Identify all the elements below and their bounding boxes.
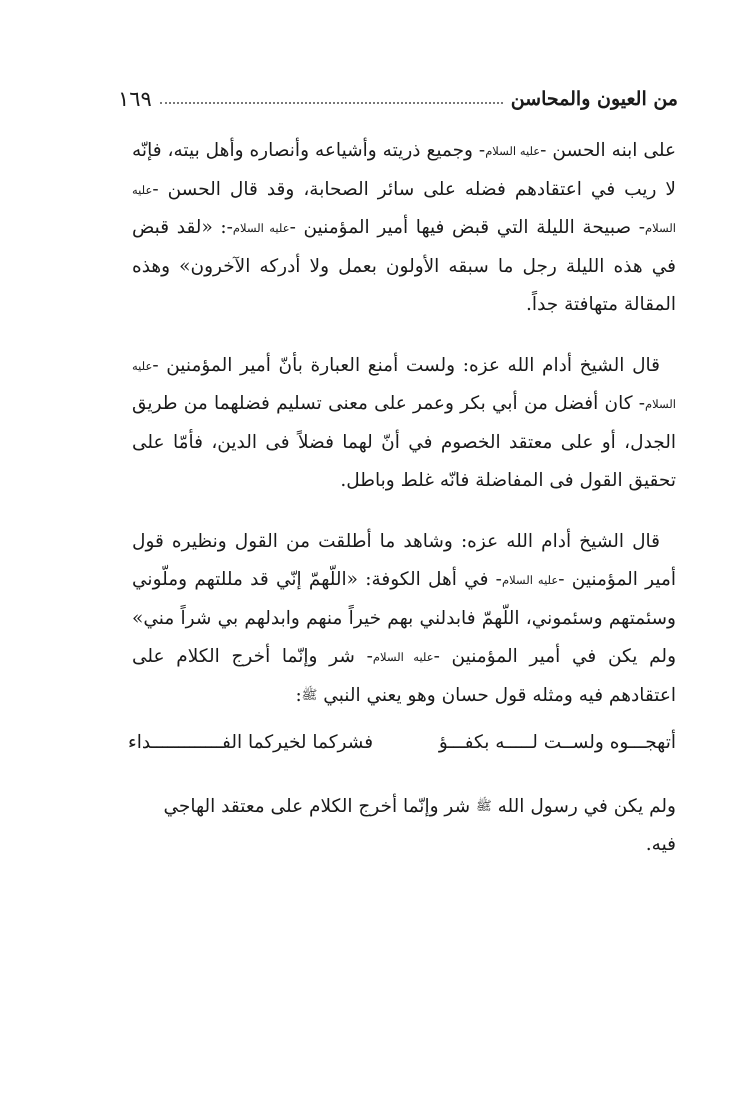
honorific-phrase: عليه السلام [232, 221, 290, 235]
text-run: - في أهل الكوفة: «اللّهمّ إنّي قد مللتهم وملّوني وسئمتهم وسئموني، اللّهمّ فابدلني بهم خيراً منهم وابدلهم بي شراً مني» ولم يكن في أمير المؤمنين - [132, 569, 677, 667]
body-text [132, 132, 676, 737]
text-run: -: «لقد قبض في هذه الليلة رجل ما سبقه الأولون بعمل ولا أدركه الآخرون» وهذه المقالة متهافتة جداً. [132, 217, 676, 315]
text-run: قال الشيخ أدام الله عزه: ولست أمنع العبارة بأنّ أمير المؤمنين - [152, 354, 660, 376]
honorific-phrase: عليه السلام [132, 182, 676, 235]
paragraph-3 [132, 523, 676, 716]
text-run: - صبيحة الليلة التي قبض فيها أمير المؤمنين - [289, 217, 646, 238]
honorific-phrase: عليه السلام [132, 358, 676, 411]
page-number: ١٦٩ [118, 87, 152, 111]
text-run: شر وإنّما أخرج الكلام على معتقد الهاجي فيه. [163, 796, 676, 855]
honorific-phrase: عليه السلام [372, 650, 434, 664]
dotted-leader [160, 102, 503, 104]
salawat-ligature: ﷺ [301, 687, 318, 703]
paragraph-1 [132, 132, 676, 325]
poem-first-hemistich: أتهجـــوه ولســت لـــــه بكفـــؤ [438, 732, 676, 753]
text-run: ولم يكن في رسول الله [491, 796, 676, 817]
poem-second-hemistich: فشركما لخيركما الفـــــــــــــداء [128, 732, 374, 753]
text-run: : [295, 684, 302, 706]
honorific-phrase: عليه السلام [501, 573, 559, 587]
paragraph-2 [132, 347, 676, 501]
text-run: - وجميع ذريته وأشياعه وأنصاره وأهل بيته، فإنّه لا ريب في اعتقادهم فضله على سائر الصحابة، وقد قال الحسن - [132, 140, 676, 200]
text-run: - شر وإنّما أخرج الكلام على اعتقادهم فيه ومثله قول حسان وهو يعني النبي [132, 646, 676, 706]
running-header [118, 84, 678, 114]
text-run: - كان أفضل من أبي بكر وعمر على معنى تسليم فضلهما من طريق الجدل، أو على معتقد الخصوم في أنّ لهما فضلاً فى الدين، فأمّا على تحقيق القول فى المفاضلة فانّه غلط وباطل. [132, 393, 676, 491]
closing-line [128, 788, 676, 864]
text-run: على ابنه الحسن - [540, 140, 676, 161]
poem-verse [128, 724, 676, 762]
text-run: قال الشيخ أدام الله عزه: وشاهد ما أطلقت من القول ونظيره قول أمير المؤمنين - [132, 530, 677, 590]
salawat-ligature: ﷺ [476, 799, 492, 814]
honorific-phrase: عليه السلام [485, 144, 541, 158]
chapter-title: من العيون والمحاسن [510, 88, 678, 110]
